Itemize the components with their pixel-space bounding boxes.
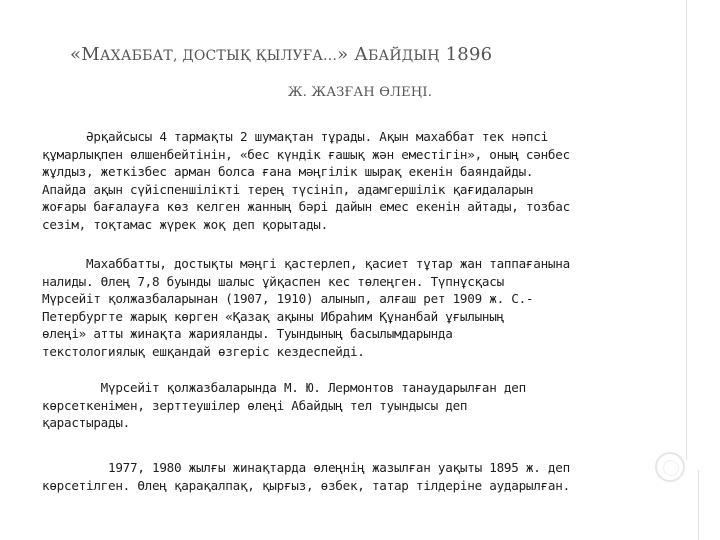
paragraph-line: Әрқайсысы 4 тармақты 2 шумақтан тұрады. Ақын махаббат тек нәпсі bbox=[42, 129, 548, 144]
paragraph-line: көрсетілген. Өлең қарақалпақ, қырғыз, өзбек, татар тілдеріне аударылған. bbox=[42, 477, 570, 493]
title-close-quote: » bbox=[337, 44, 349, 65]
frame-vertical-line-top bbox=[686, 0, 687, 460]
title-rest: АХАББАТ, ДОСТЫҚ ҚЫЛУҒА... bbox=[99, 48, 338, 64]
paragraph-line: 1977, 1980 жылғы жинақтарда өлеңнің жазылған уақыты 1895 ж. деп bbox=[42, 460, 570, 475]
paragraph-line: жоғары бағалауға көз келген жанның бәрі дайын емес екенін айтады, тозбас bbox=[42, 199, 570, 214]
paragraph-line: Махаббатты, достықты мәңгі қастерлеп, қасиет тұтар жан таппағанына bbox=[42, 256, 570, 271]
paragraph-line: сезім, тоқтамас жүрек жоқ деп қорытады. bbox=[42, 216, 328, 232]
paragraph-1 bbox=[42, 128, 682, 233]
paragraph-line: Апайда ақын сүйіспеншілікті терең түсініп, адамгершілік қағидаларын bbox=[42, 181, 534, 197]
paragraph-line: құмарлықпен өлшенбейтінін, «бес күндік ғашық жән еместігін», оның сәнбес bbox=[42, 146, 570, 162]
paragraph-line: көрсеткенімен, зерттеушілер өлеңі Абайдың тел туындысы деп bbox=[42, 397, 468, 413]
paragraph-3 bbox=[42, 379, 682, 432]
title-first-letter: М bbox=[81, 44, 100, 65]
frame-vertical-line-bottom bbox=[698, 470, 699, 540]
title-open-quote: « bbox=[70, 44, 82, 65]
title-author-rest: БАЙДЫҢ bbox=[368, 48, 440, 64]
slide-title-line-2 bbox=[0, 84, 720, 100]
paragraph-line: текстологиялық ешқандай өзгеріс кездеспейді. bbox=[42, 343, 365, 359]
paragraph-line: қарастырады. bbox=[42, 415, 130, 430]
title-author-first-letter: А bbox=[348, 44, 369, 65]
paragraph-line: налиды. Өлең 7,8 буынды шалыс ұйқаспен кес төлеңген. Түпнұсқасы bbox=[42, 273, 504, 289]
paragraph-line: Мүрсейіт қолжазбаларында М. Ю. Лермонтов танаударылған деп bbox=[42, 380, 526, 395]
title-subtitle: Ж. ЖАЗҒАН ӨЛЕҢІ. bbox=[287, 85, 433, 100]
paragraph-2 bbox=[42, 255, 682, 360]
paragraph-line: Петербургте жарық көрген «Қазақ ақыны Ибраһим Құнанбай ұғылының bbox=[42, 308, 504, 324]
paragraph-line: жұлдыз, жеткізбес арман болса ғана мәңгілік шырақ екенін баяндайды. bbox=[42, 164, 534, 179]
slide-title-line-1 bbox=[70, 44, 670, 65]
paragraph-line: өлеңі» атты жинақта жарияланды. Туындының басылымдарында bbox=[42, 326, 453, 341]
paragraph-line: Мүрсейіт қолжазбаларынан (1907, 1910) алынып, алғаш рет 1909 ж. С.- bbox=[42, 291, 534, 306]
title-year: 1896 bbox=[439, 44, 493, 65]
paragraph-4 bbox=[42, 459, 682, 494]
